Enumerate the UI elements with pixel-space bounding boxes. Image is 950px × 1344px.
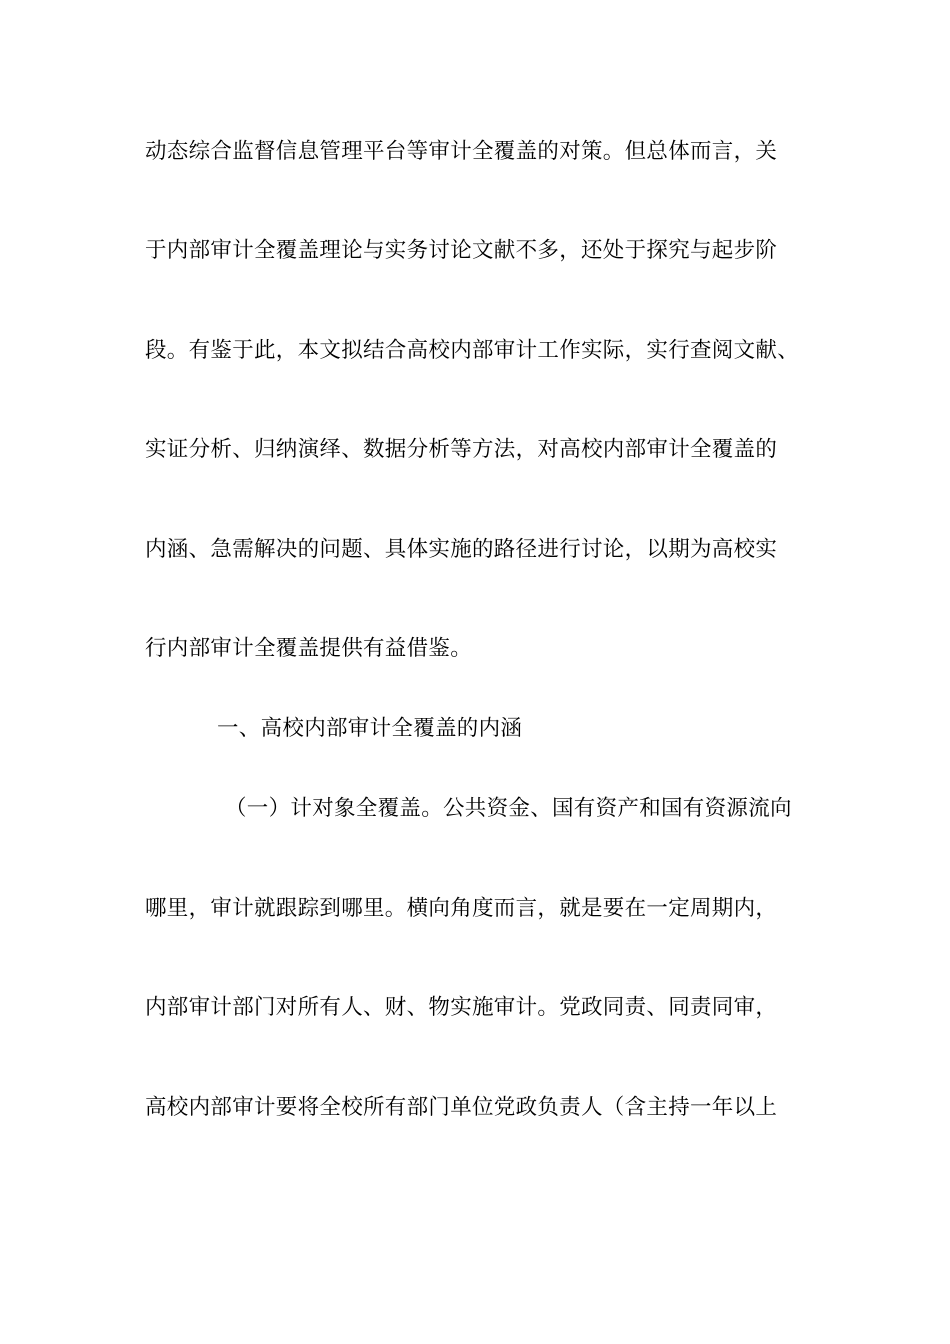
body-text-line: 于内部审计全覆盖理论与实务讨论文献不多，还处于探究与起步阶 xyxy=(145,238,778,263)
body-text-line: 内涵、急需解决的问题、具体实施的路径进行讨论，以期为高校实 xyxy=(145,537,778,562)
body-text-line: 动态综合监督信息管理平台等审计全覆盖的对策。但总体而言，关 xyxy=(145,139,778,164)
body-text-line: 哪里，审计就跟踪到哪里。横向角度而言，就是要在一定周期内， xyxy=(145,896,778,921)
body-text-line: （一）计对象全覆盖。公共资金、国有资产和国有资源流向 xyxy=(225,796,792,821)
body-text-line: 高校内部审计要将全校所有部门单位党政负责人（含主持一年以上 xyxy=(145,1095,778,1120)
section-heading: 一、高校内部审计全覆盖的内涵 xyxy=(217,716,523,741)
body-text-line: 内部审计部门对所有人、财、物实施审计。党政同责、同责同审， xyxy=(145,995,778,1020)
body-text-line: 段。有鉴于此，本文拟结合高校内部审计工作实际，实行查阅文献、 xyxy=(145,338,800,363)
body-text-line: 实证分析、归纳演绎、数据分析等方法，对高校内部审计全覆盖的 xyxy=(145,437,778,462)
body-text-line: 行内部审计全覆盖提供有益借鉴。 xyxy=(145,636,473,661)
